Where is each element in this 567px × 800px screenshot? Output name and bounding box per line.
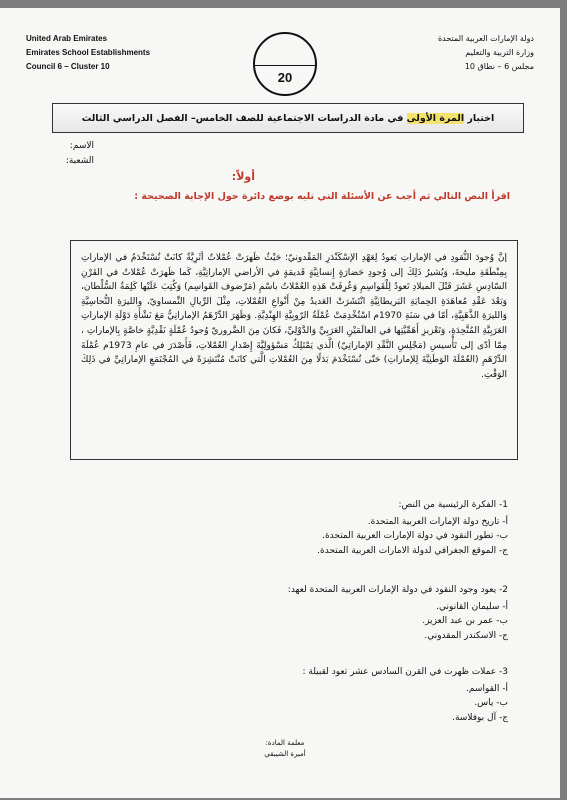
instruction: اقرأ النص التالي ثم أجب عن الأسئلة التي تليه بوضع دائرة حول الإجابة الصحيحة : [134,191,510,202]
score-circle [253,32,317,96]
teacher-signature [240,738,330,760]
passage-text: إنَّ وُجودَ النُّقودِ في الإماراتِ يَعودُ لِعَهْدِ الإسْكَنْدَرِ المَقْدونيّ؛ حَيْثُ ظَهرَتْ عُمْلاتٌ أثَرِيَّةٌ كانَتْ تُسْتَخْدَمُ في الإماراتِ بِمِنْطَقَةِ مليحةَ، وَيُشيرُ ذَلِكَ إلى وُجودِ حَضارَةٍ إِنسانِيَّةٍ قَديمَةٍ في الأراضي الإماراتِيَّةِ، كَما ظَهرَتْ عُمْلاتٌ في القَرْنِ السّادِسِ عَشَرَ قَبْلَ الميلادِ تَعودُ لِلْقَواسِمِ وَعُرِفَتْ هَذِهِ العُمْلاتُ باسْمِ (مَرْضوف القَواسِم) وَكُتِبَ عَلَيْها كَلِمَةُ السُّلْطان، وَبَعْدَ عَقْدِ مُعاهَدَةِ الحِمايَةِ البَريطانِيَّةِ انْتَشَرَتْ العَديدُ مِنْ أَنْواعِ العُمْلاتِ، مِثْلَ الرِّيالِ النِّمساويّ، والليرَةِ النُّحاسِيَّةِ وَالليرَةِ الذَّهَبِيَّةِ، أمّا في سَنَةِ 1970م اسْتُخْدِمَتْ عُمْلَةُ الرّوبِيَّةِ الهِنْدِيَّةِ. وَظَهَرَ الدِّرْهَمُ الإماراتِيُّ مَعَ نَشْأَةِ دَوْلَةِ الإماراتِ العَرَبِيَّةِ المُتَّحِدَةِ، وَتَعْزيزِ أَهَمِّيَّتِها في العالَمَيْنِ العَرَبِيِّ وَالدَّوْلِيِّ، فَكانَ مِنَ الضَّروريّ وُجودُ عُمْلَةٍ نَقْدِيَّةٍ خاصَّةٍ بِالإماراتِ ، مِمّا أدّى إلى تَأْسيسِ (مَجْلِسِ النَّقْدِ الإماراتِيّ) الَّذي يَمْتَلِكُ مَسْؤولِيَّةَ إِصْدارِ العُمْلاتِ، فَأَصْدَرَ في عامِ 1973م عُمْلَةَ الدِّرْهَمِ (العُمْلَةَ الوَطَنِيَّةَ لِلإماراتِ) حَتّى تُسْتَخْدَمَ بَدَلًا مِنَ العُمْلاتِ الَّتي كانَتْ مُنْتَشِرَةً في المُجْتَمَعِ الإماراتِيِّ في ذَلِكَ الوَقْتِ. [81,253,508,380]
section-field[interactable]: الشعبة: [65,156,94,166]
section-heading: أولاً: [231,170,255,183]
header-line: وزارة التربية والتعليم [465,48,534,57]
answer-option[interactable]: ب- تطور النقود في دولة الإمارات العربية المتحدة. [322,531,508,541]
answer-option[interactable]: ج- الموقع الجغرافي لدولة الامارات العربية المتحدة. [317,545,508,556]
title-end: في مادة الدراسات الاجتماعية للصف الخامس– الفصل الدراسي الثالث [81,113,404,124]
title-start: اختبار [467,113,495,124]
question-3 [238,665,508,725]
question-2 [238,583,508,643]
reading-passage [70,240,518,460]
name-field[interactable]: الاسم: [69,141,94,151]
header-line: دولة الإمارات العربية المتحدة [437,34,534,43]
header-arabic [438,32,534,74]
answer-option[interactable]: ب- عمر بن عبد العزيز. [422,616,508,626]
exam-page [0,8,560,798]
answer-option[interactable]: أ- القواسم. [466,683,508,694]
signature-name: أميرة الشيبقي [264,750,306,758]
signature-role: معلمة المادة: [265,739,305,747]
exam-title [52,103,524,133]
header-english [26,32,150,74]
header-line: Emirates School Establishments [26,48,151,57]
question-1 [238,498,508,558]
question-stem: 2- يعود وجود النقود في دولة الإمارات العربية المتحدة لعهد: [287,585,508,595]
answer-option[interactable]: ب- ياس. [474,698,508,708]
header-line: Council 6 – Cluster 10 [26,62,110,71]
total-score: 20 [277,70,293,85]
answer-option[interactable]: أ- تاريخ دولة الإمارات العربية المتحدة. [367,516,508,527]
question-stem: 1- الفكرة الرئيسية من النص: [398,500,508,510]
score-divider [255,65,315,66]
header-line: مجلس 6 – نطاق 10 [464,62,534,71]
answer-option[interactable]: أ- سليمان القانوني. [436,601,508,612]
answer-option[interactable]: ج- الاسكندر المقدوني. [424,630,508,641]
title-highlight: المرة الأولى [406,113,465,124]
question-stem: 3- عملات ظهرت في القرن السادس عشر تعود لقبيلة : [302,667,508,677]
header-line: United Arab Emirates [26,34,108,43]
answer-option[interactable]: ج- آل بوفلاسة. [452,712,508,723]
